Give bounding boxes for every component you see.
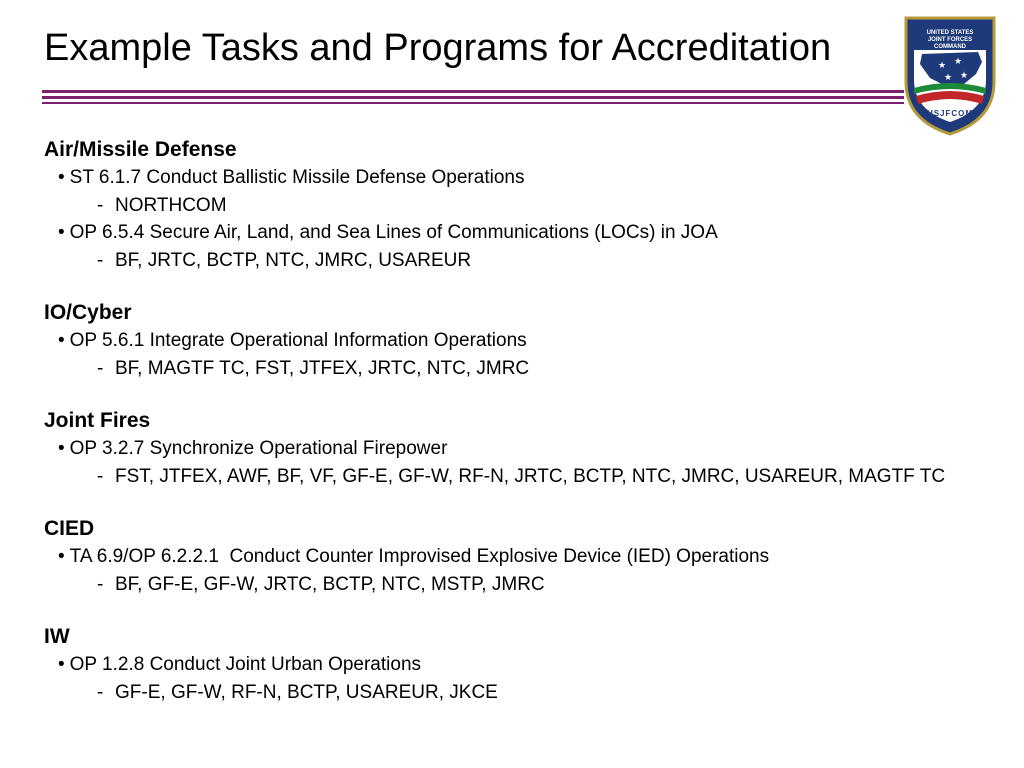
section-air-missile-defense (44, 136, 1004, 274)
task-text: ST 6.1.7 Conduct Ballistic Missile Defense Operations (69, 167, 525, 188)
section-heading: IO/Cyber (44, 301, 132, 324)
usjfcom-emblem-logo (902, 12, 998, 138)
slide-content (44, 136, 1004, 731)
task-item (44, 164, 1004, 192)
program-text: BF, JRTC, BCTP, NTC, JMRC, USAREUR (115, 250, 472, 271)
section-iw (44, 623, 1004, 706)
task-item (44, 327, 1004, 355)
program-text: BF, GF-E, GF-W, JRTC, BCTP, NTC, MSTP, JMRC (115, 574, 545, 595)
program-text: GF-E, GF-W, RF-N, BCTP, USAREUR, JKCE (115, 682, 498, 703)
task-item (44, 543, 1004, 571)
dash-marker: - (97, 358, 104, 379)
rule-line (42, 102, 904, 104)
svg-text:★: ★ (959, 70, 969, 80)
task-text: OP 5.6.1 Integrate Operational Information Operations (69, 330, 527, 351)
section-heading: Air/Missile Defense (44, 138, 237, 161)
bullet-marker: • (58, 222, 65, 243)
section-cied (44, 515, 1004, 598)
svg-text:★: ★ (943, 72, 953, 82)
emblem-text-line-3: COMMAND (934, 44, 966, 50)
program-text: BF, MAGTF TC, FST, JTFEX, JRTC, NTC, JMRC (115, 358, 530, 379)
bullet-marker: • (58, 438, 65, 459)
emblem-bottom-text: USJFCOM (926, 109, 974, 118)
task-item (44, 435, 1004, 463)
task-text: OP 3.2.7 Synchronize Operational Firepower (69, 438, 448, 459)
task-item (44, 651, 1004, 679)
title-underline-rules (42, 90, 904, 106)
task-item (44, 219, 1004, 247)
bullet-marker: • (58, 546, 65, 567)
program-list (44, 463, 997, 490)
task-text: TA 6.9/OP 6.2.2.1 Conduct Counter Improvised Explosive Device (IED) Operations (69, 546, 770, 567)
program-text: NORTHCOM (115, 195, 227, 216)
svg-text:★: ★ (953, 56, 963, 66)
emblem-text-line-1: UNITED STATES (926, 30, 974, 36)
dash-marker: - (97, 195, 104, 216)
program-list (44, 355, 1004, 382)
section-io-cyber (44, 299, 1004, 382)
dash-marker: - (97, 682, 104, 703)
task-text: OP 6.5.4 Secure Air, Land, and Sea Lines of Communications (LOCs) in JOA (69, 222, 718, 243)
section-heading: IW (44, 625, 70, 648)
section-joint-fires (44, 407, 1004, 490)
dash-marker: - (97, 466, 104, 487)
svg-text:★: ★ (937, 60, 947, 70)
bullet-marker: • (58, 330, 65, 351)
program-text: FST, JTFEX, AWF, BF, VF, GF-E, GF-W, RF-N, JRTC, BCTP, NTC, JMRC, USAREUR, MAGTF TC (115, 466, 946, 487)
program-list (44, 571, 1004, 598)
program-list (44, 679, 1004, 706)
rule-line (42, 90, 904, 93)
emblem-text-line-2: JOINT FORCES (927, 37, 973, 43)
rule-line (42, 96, 904, 99)
slide-title: Example Tasks and Programs for Accreditation (44, 27, 832, 69)
program-list (44, 247, 1004, 274)
section-heading: Joint Fires (44, 409, 151, 432)
task-text: OP 1.2.8 Conduct Joint Urban Operations (69, 654, 422, 675)
bullet-marker: • (58, 654, 65, 675)
section-heading: CIED (44, 517, 95, 540)
program-list (44, 192, 1004, 219)
dash-marker: - (97, 574, 104, 595)
dash-marker: - (97, 250, 104, 271)
bullet-marker: • (58, 167, 65, 188)
